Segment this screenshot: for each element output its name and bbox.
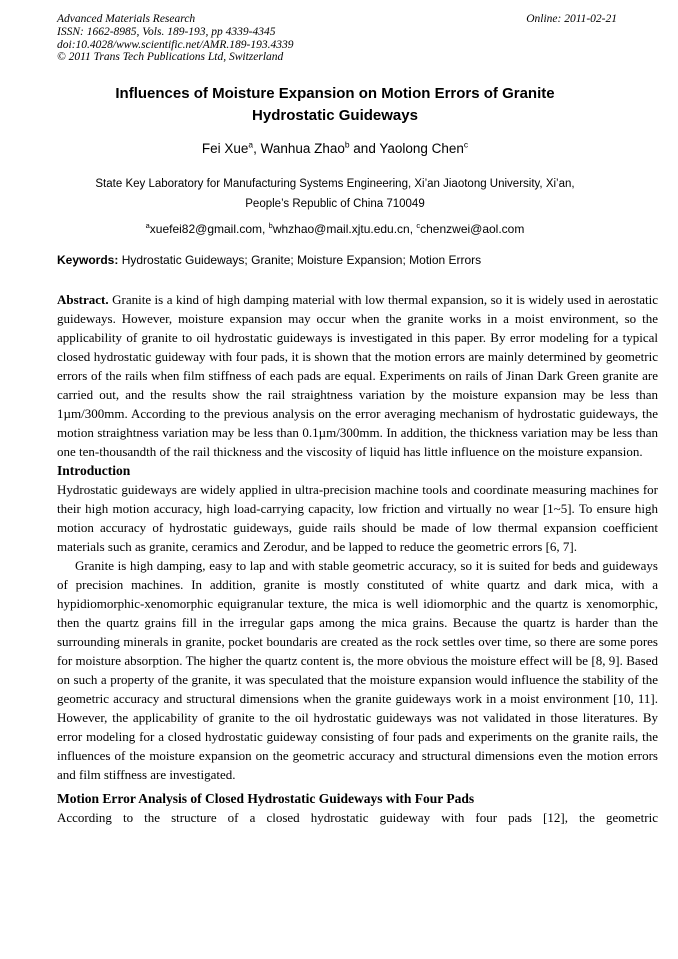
section-heading-introduction: Introduction (57, 463, 131, 478)
author-name-3: and Yaolong Chen (349, 141, 464, 156)
front-matter (0, 83, 670, 237)
abstract-text: Granite is a kind of high damping material with low thermal expansion, so it is widely used in aerostatic guideways. However, moisture expansion may occur when the granite works in a moist environment, so the applicability of granite to oil hydrostatic guideways is investigated in this paper. By error modeling for a typical closed hydrostatic guideway with four pads, it is shown that the motion errors are mainly determined by geometric errors of the rails when film stiffness of each pads are equal. Experiments on rails of Jinan Dark Green granite are carried out, and the results show the rail straightness variation by the moisture expansion may be less than 1µm/300mm. According to the previous analysis on the error averaging mechanism of hydrostatic guideways, the motion straightness variation may be less than 0.1µm/300mm. In addition, the thickness variation may be less than one ten-thousandth of the rail thickness and the viscosity of liquid has little influence on the moisture expansion. (57, 292, 658, 459)
affiliation-line2: People’s Republic of China 710049 (245, 198, 425, 210)
motion-error-paragraph-1: According to the structure of a closed hydrostatic guideway with four pads [12], the geometric (57, 810, 658, 825)
paper-title-line1: Influences of Moisture Expansion on Motion Errors of Granite (115, 85, 555, 102)
affiliation-block (0, 174, 670, 214)
email-mark-a: a (145, 221, 150, 230)
journal-header-block (57, 13, 293, 64)
section-heading-motion-error-analysis: Motion Error Analysis of Closed Hydrostatic Guideways with Four Pads (57, 791, 475, 806)
introduction-paragraph-2: Granite is high damping, easy to lap and with stable geometric accuracy, so it is suited for beds and guideways of precision machines. In addition, granite is mostly constituted of white quartz and dark mica, with a hypidiomorphic-xenomorphic equigranular texture, the mica is well idiomorphic and the quartz is xenomorphic, then the quartz grains fill in the irregular gaps among the mica grains. Because the quartz is harder than the surrounding minerals in granite, pocket boundaris are created as the rock settles over time, so there are some pores for moisture absorption. The higher the quartz content is, the more obvious the moisture effect will be [8, 9]. Based on such a property of the granite, it was speculated that the moisture expansion would influence the stability of the geometric accuracy and structural dimensions when the granite guideways work in a moist environment [10, 11]. However, the applicability of granite to the oil hydrostatic guideways was not validated in those literatures. By error modeling for a closed hydrostatic guideway consisting of four pads and experiments on the granite rails, the influences of the moisture expansion on the geometric accuracy and structural dimensions even the motion errors and film stiffness are investigated. (57, 558, 658, 782)
paper-title (0, 83, 670, 127)
journal-copyright-line: © 2011 Trans Tech Publications Ltd, Switzerland (57, 51, 284, 64)
online-date: Online: 2011-02-21 (526, 13, 617, 25)
affiliation-line1: State Key Laboratory for Manufacturing Systems Engineering, Xi’an Jiaotong University, Xi’an, (95, 178, 575, 190)
email-mark-c: c (416, 221, 421, 230)
author-affil-mark-c: c (463, 139, 469, 150)
emails-line (0, 222, 670, 237)
email-mark-b: b (268, 221, 273, 230)
keywords-label: Keywords: (57, 253, 119, 267)
author-name-1: Fei Xue (201, 141, 249, 156)
journal-issn-line: ISSN: 1662-8985, Vols. 189-193, pp 4339-4345 (57, 25, 276, 38)
paper-title-line2: Hydrostatic Guideways (252, 107, 418, 124)
journal-name: Advanced Materials Research (57, 13, 196, 25)
author-affil-mark-a: a (248, 139, 254, 150)
abstract-label: Abstract. (57, 292, 109, 307)
article-body (57, 290, 658, 827)
email-address-2: whzhao@mail.xjtu.edu.cn, (272, 222, 417, 236)
email-address-3: chenzwei@aol.com (420, 222, 525, 236)
authors-line (0, 140, 670, 157)
abstract-paragraph (57, 290, 658, 461)
author-affil-mark-b: b (344, 139, 350, 150)
author-name-2: , Wanhua Zhao (253, 141, 345, 156)
keywords-line (57, 253, 481, 268)
email-address-1: xuefei82@gmail.com, (149, 222, 269, 236)
introduction-paragraph-1: Hydrostatic guideways are widely applied in ultra-precision machine tools and coordinate measuring machines for their high motion accuracy, high load-carrying capacity, low friction and virtually no wear [1~5]. To ensure high motion accuracy of hydrostatic guideways, guide rails should be made of low thermal expansion coefficient materials such as granite, ceramics and Zerodur, and be lapped to reduce the geometric errors [6, 7]. (57, 482, 658, 554)
keywords-text: Hydrostatic Guideways; Granite; Moisture Expansion; Motion Errors (118, 253, 482, 267)
journal-doi-line: doi:10.4028/www.scientific.net/AMR.189-193.4339 (57, 38, 294, 51)
